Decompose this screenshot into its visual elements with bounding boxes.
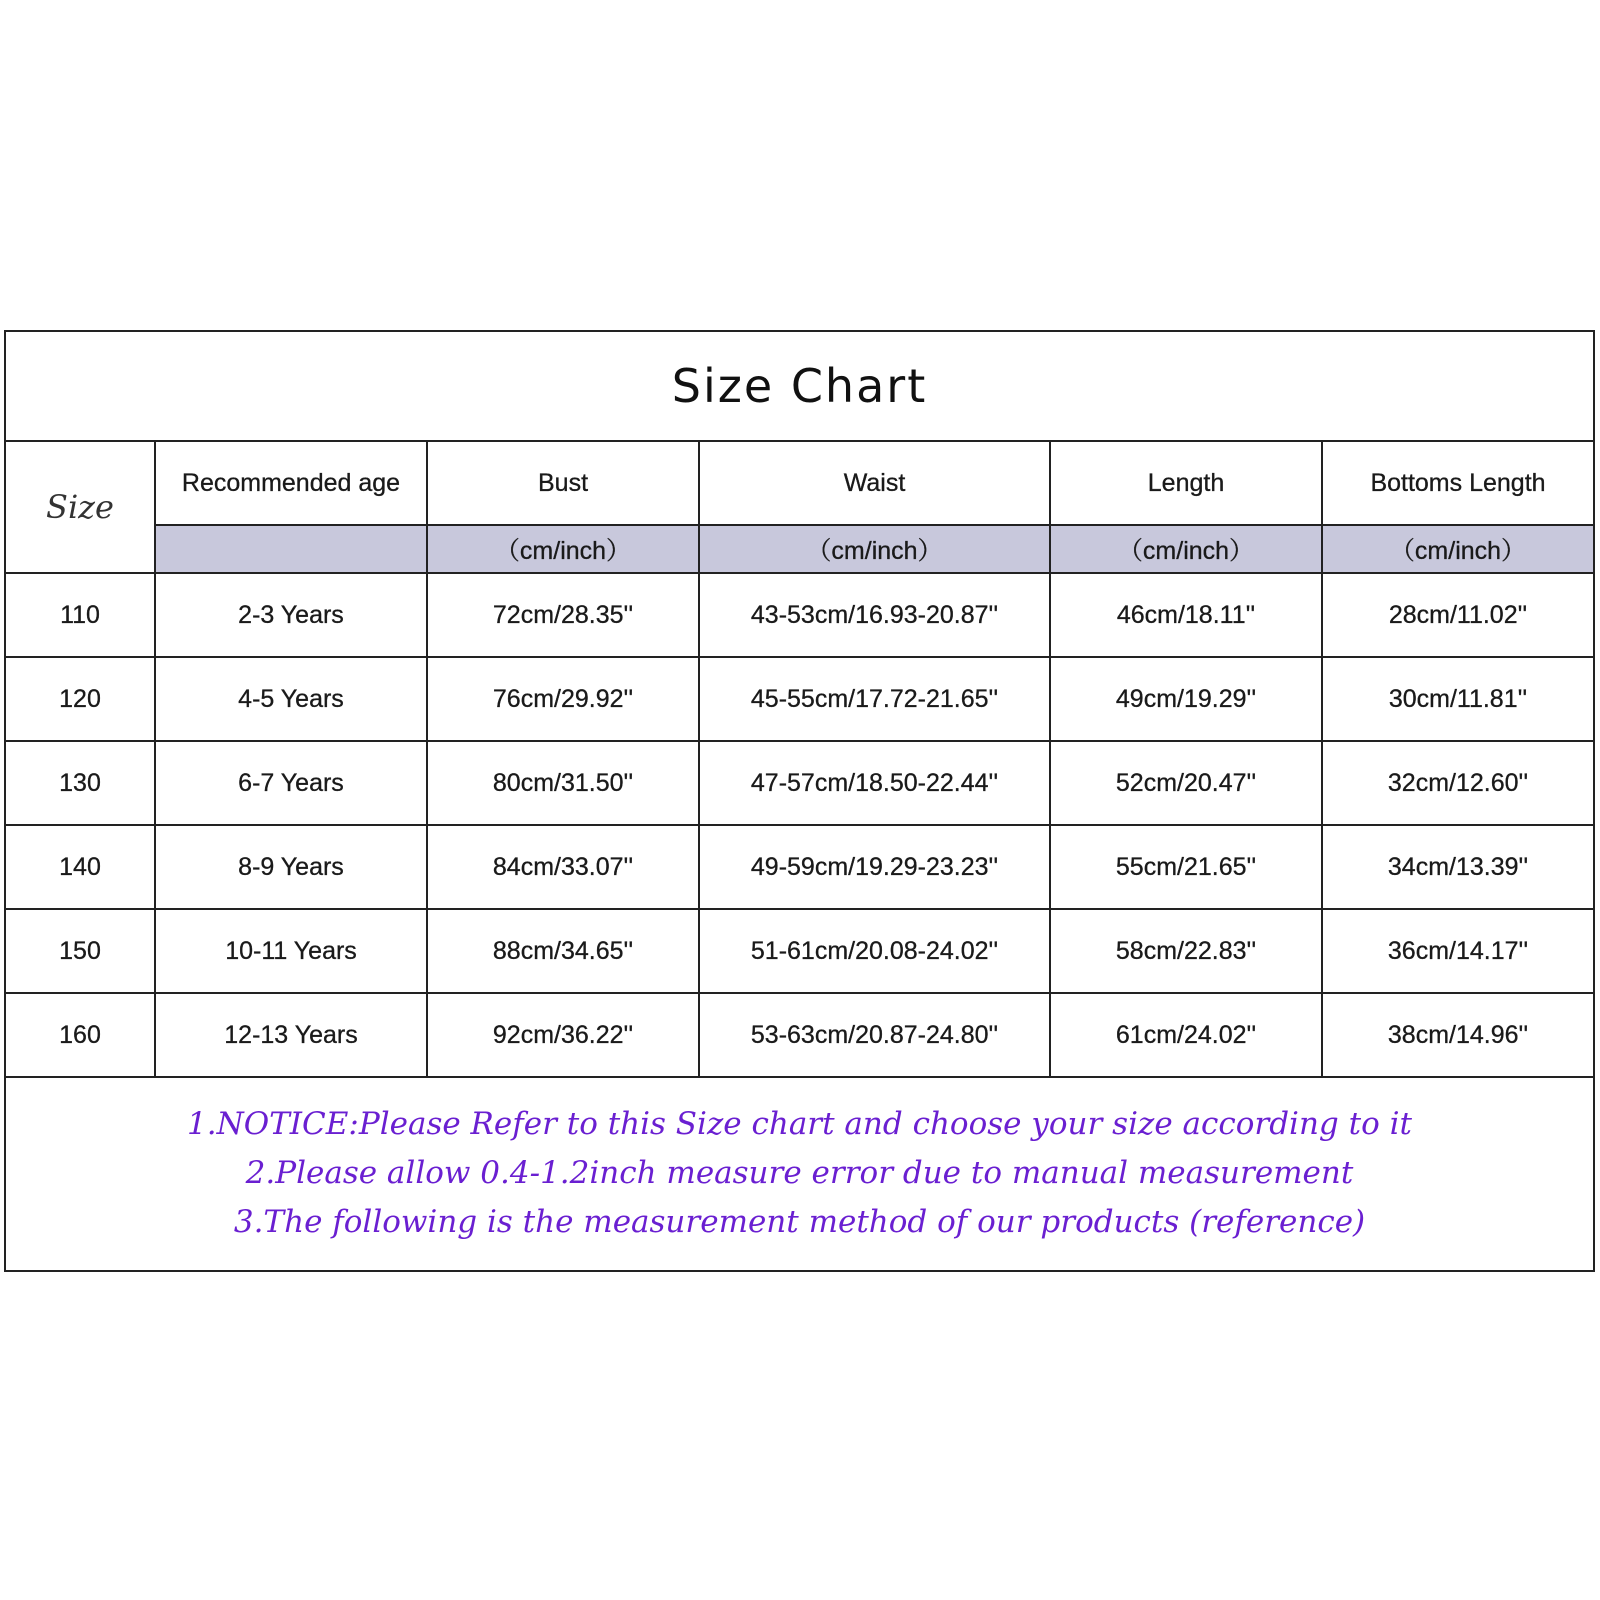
cell-waist: 47-57cm/18.50-22.44'' <box>699 741 1050 825</box>
cell-size: 150 <box>6 909 155 993</box>
cell-size: 140 <box>6 825 155 909</box>
cell-size: 160 <box>6 993 155 1077</box>
unit-waist: （cm/inch） <box>699 525 1050 573</box>
table-row <box>6 573 1593 657</box>
note-line-3: 3.The following is the measurement method of our products (reference) <box>233 1203 1366 1240</box>
cell-bottoms-length: 32cm/12.60'' <box>1322 741 1593 825</box>
cell-length: 55cm/21.65'' <box>1050 825 1322 909</box>
table-row <box>6 825 1593 909</box>
unit-bottoms-length: （cm/inch） <box>1322 525 1593 573</box>
cell-size: 110 <box>6 573 155 657</box>
chart-title: Size Chart <box>671 359 928 413</box>
unit-age <box>155 525 427 573</box>
table-row <box>6 657 1593 741</box>
cell-length: 58cm/22.83'' <box>1050 909 1322 993</box>
cell-age: 8-9 Years <box>155 825 427 909</box>
notes-section <box>6 1078 1593 1268</box>
cell-size: 130 <box>6 741 155 825</box>
cell-size: 120 <box>6 657 155 741</box>
size-table <box>6 442 1593 1078</box>
note-line-2: 2.Please allow 0.4-1.2inch measure error due to manual measurement <box>245 1154 1354 1191</box>
table-row <box>6 741 1593 825</box>
cell-age: 6-7 Years <box>155 741 427 825</box>
header-size: Size <box>6 442 155 573</box>
cell-waist: 53-63cm/20.87-24.80'' <box>699 993 1050 1077</box>
header-waist: Waist <box>699 442 1050 525</box>
cell-age: 12-13 Years <box>155 993 427 1077</box>
unit-bust: （cm/inch） <box>427 525 699 573</box>
cell-length: 49cm/19.29'' <box>1050 657 1322 741</box>
cell-age: 10-11 Years <box>155 909 427 993</box>
cell-bottoms-length: 36cm/14.17'' <box>1322 909 1593 993</box>
cell-bottoms-length: 34cm/13.39'' <box>1322 825 1593 909</box>
cell-bottoms-length: 38cm/14.96'' <box>1322 993 1593 1077</box>
header-row <box>6 442 1593 525</box>
cell-bust: 88cm/34.65'' <box>427 909 699 993</box>
cell-bust: 84cm/33.07'' <box>427 825 699 909</box>
header-bottoms-length: Bottoms Length <box>1322 442 1593 525</box>
unit-length: （cm/inch） <box>1050 525 1322 573</box>
table-row <box>6 993 1593 1077</box>
cell-bottoms-length: 30cm/11.81'' <box>1322 657 1593 741</box>
header-bust: Bust <box>427 442 699 525</box>
cell-age: 4-5 Years <box>155 657 427 741</box>
cell-waist: 43-53cm/16.93-20.87'' <box>699 573 1050 657</box>
cell-bust: 92cm/36.22'' <box>427 993 699 1077</box>
cell-bust: 80cm/31.50'' <box>427 741 699 825</box>
header-length: Length <box>1050 442 1322 525</box>
note-line-1: 1.NOTICE:Please Refer to this Size chart and choose your size according to it <box>187 1105 1412 1142</box>
table-row <box>6 909 1593 993</box>
cell-bust: 76cm/29.92'' <box>427 657 699 741</box>
cell-length: 52cm/20.47'' <box>1050 741 1322 825</box>
header-recommended-age: Recommended age <box>155 442 427 525</box>
size-chart <box>4 330 1595 1272</box>
cell-waist: 45-55cm/17.72-21.65'' <box>699 657 1050 741</box>
title-bar <box>6 332 1593 442</box>
cell-waist: 51-61cm/20.08-24.02'' <box>699 909 1050 993</box>
cell-age: 2-3 Years <box>155 573 427 657</box>
cell-bottoms-length: 28cm/11.02'' <box>1322 573 1593 657</box>
cell-waist: 49-59cm/19.29-23.23'' <box>699 825 1050 909</box>
unit-row <box>6 525 1593 573</box>
cell-length: 46cm/18.11'' <box>1050 573 1322 657</box>
cell-bust: 72cm/28.35'' <box>427 573 699 657</box>
cell-length: 61cm/24.02'' <box>1050 993 1322 1077</box>
